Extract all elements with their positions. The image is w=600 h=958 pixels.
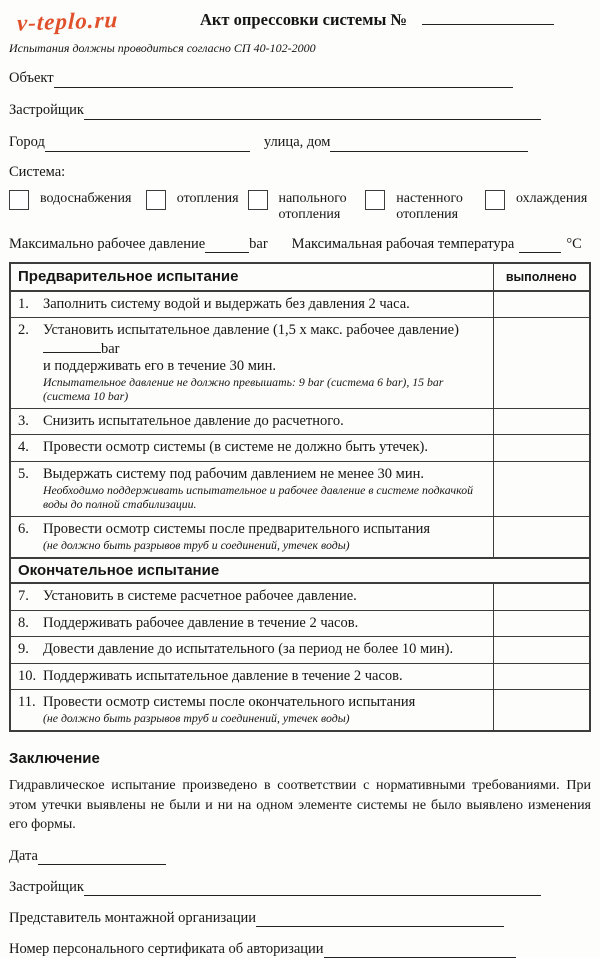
installer-representative-blank[interactable]: [256, 912, 504, 927]
city-blank[interactable]: [45, 137, 250, 152]
step-text: Поддерживать рабочее давление в течение 2 часов.: [43, 614, 359, 631]
done-cell[interactable]: [493, 689, 590, 731]
step-text: Выдержать систему под рабочим давлением не менее 30 мин.: [43, 465, 425, 482]
developer-blank[interactable]: [84, 105, 541, 120]
table-row: [10, 610, 590, 636]
object-label: Объект: [9, 70, 54, 86]
checkbox-icon[interactable]: [485, 190, 505, 210]
table-row: [10, 318, 590, 409]
page-title: Акт опрессовки системы №: [200, 10, 408, 29]
step-text: Провести осмотр системы после предварительного испытания: [43, 521, 431, 538]
step-text: Провести осмотр системы после окончательного испытания: [43, 693, 416, 710]
step-number: 1.: [18, 295, 29, 312]
pressure-unit-label: bar: [101, 340, 120, 357]
done-cell[interactable]: [493, 663, 590, 689]
step-text: Провести осмотр системы (в системе не должно быть утечек).: [43, 439, 428, 456]
step-text-line2: и поддерживать его в течение 30 мин.: [43, 357, 277, 374]
object-blank[interactable]: [54, 73, 513, 88]
city-label: Город: [9, 133, 45, 150]
step-number: 11.: [18, 693, 36, 710]
step-number: 6.: [18, 521, 29, 538]
done-cell[interactable]: [493, 461, 590, 516]
developer-signature-blank[interactable]: [84, 881, 541, 896]
checkbox-icon[interactable]: [146, 190, 166, 210]
max-temp-label: Максимальная рабочая температура: [291, 235, 515, 252]
final-test-header: Окончательное испытание: [10, 558, 590, 583]
done-cell[interactable]: [493, 517, 590, 559]
system-option-label: настенного отопления: [396, 190, 463, 222]
done-cell[interactable]: [493, 583, 590, 610]
conclusion-text: Гидравлическое испытание произведено в соответствии с нормативными требованиями. При этом утечки выявлены не были и ни на одном элементе системы не было выявлено изменения его формы.: [9, 778, 591, 832]
developer-signature-label: Застройщик: [9, 879, 84, 896]
act-number-blank[interactable]: [422, 10, 554, 25]
table-row: [10, 435, 590, 461]
step-text: Поддерживать испытательное давление в течение 2 часов.: [43, 667, 403, 684]
done-column-header: выполнено: [493, 263, 590, 291]
certificate-number-blank[interactable]: [324, 943, 516, 958]
step-number: 4.: [18, 439, 29, 456]
installer-representative-label: Представитель монтажной организации: [9, 910, 256, 927]
done-cell[interactable]: [493, 291, 590, 318]
step-text: Заполнить систему водой и выдержать без давления 2 часа.: [43, 295, 410, 312]
step-number: 3.: [18, 413, 29, 430]
system-options-row: [9, 190, 591, 223]
done-cell[interactable]: [493, 435, 590, 461]
system-option-label: охлаждения: [516, 190, 588, 206]
step-text: Снизить испытательное давление до расчетного.: [43, 413, 344, 430]
temp-unit-label: °С: [566, 235, 582, 252]
street-blank[interactable]: [330, 137, 528, 152]
checkbox-icon[interactable]: [365, 190, 385, 210]
step-number: 9.: [18, 641, 29, 658]
table-row: [10, 663, 590, 689]
checkbox-icon[interactable]: [9, 190, 29, 210]
system-option-cooling[interactable]: [485, 190, 591, 223]
table-row: [10, 291, 590, 318]
document-header: [9, 6, 591, 34]
preliminary-test-header: Предварительное испытание: [10, 263, 493, 291]
step-text: Установить в системе расчетное рабочее давление.: [43, 588, 357, 605]
system-option-label: отопления: [176, 190, 239, 206]
max-pressure-blank[interactable]: [205, 239, 249, 253]
system-option-floor-heating[interactable]: [248, 190, 364, 223]
max-pressure-label: Максимально рабочее давление: [9, 235, 206, 252]
date-blank[interactable]: [38, 850, 166, 865]
step-note: (не должно быть разрывов труб и соединений, утечек воды): [43, 538, 350, 553]
pressure-unit-label: bar: [249, 235, 268, 252]
date-label: Дата: [9, 848, 38, 865]
system-option-heating[interactable]: [146, 190, 246, 223]
step-number: 5.: [18, 465, 29, 482]
max-temp-blank[interactable]: [519, 239, 561, 253]
system-option-wall-heating[interactable]: [365, 190, 483, 223]
standard-reference-note: Испытания должны проводиться согласно СП 40-102-2000: [9, 41, 316, 55]
step-number: 8.: [18, 614, 29, 631]
step-text: Установить испытательное давление (1,5 х макс. рабочее давление): [43, 322, 459, 339]
table-row: [10, 583, 590, 610]
test-pressure-blank[interactable]: [43, 340, 101, 353]
done-cell[interactable]: [493, 409, 590, 435]
test-steps-table: [9, 262, 591, 733]
step-note: Испытательное давление не должно превышать: 9 bar (система 6 bar), 15 bar (система 10 bar): [43, 375, 444, 404]
conclusion-heading: Заключение: [9, 750, 100, 768]
done-cell[interactable]: [493, 637, 590, 663]
step-number: 2.: [18, 322, 29, 339]
step-text: Довести давление до испытательного (за период не более 10 мин).: [43, 641, 454, 658]
system-option-label: водоснабжения: [40, 190, 132, 206]
done-cell[interactable]: [493, 318, 590, 409]
street-label: улица, дом: [263, 133, 331, 150]
certificate-number-label: Номер персонального сертификата об авторизации: [9, 941, 324, 958]
table-row: [10, 517, 590, 559]
table-row: [10, 461, 590, 516]
checkbox-icon[interactable]: [248, 190, 268, 210]
developer-label: Застройщик: [9, 101, 84, 118]
step-note: Необходимо поддерживать испытательное и рабочее давление в системе подкачкой воды до полной стабилизации.: [43, 483, 474, 512]
system-label: Система:: [9, 163, 66, 180]
step-number: 10.: [18, 667, 37, 684]
table-row: [10, 689, 590, 731]
system-option-water-supply[interactable]: [9, 190, 144, 223]
table-row: [10, 637, 590, 663]
step-note: (не должно быть разрывов труб и соединений, утечек воды): [43, 711, 350, 726]
step-number: 7.: [18, 588, 29, 605]
table-row: [10, 409, 590, 435]
system-option-label: напольного отопления: [278, 190, 347, 222]
site-logo: v-teplo.ru: [16, 7, 119, 36]
done-cell[interactable]: [493, 610, 590, 636]
